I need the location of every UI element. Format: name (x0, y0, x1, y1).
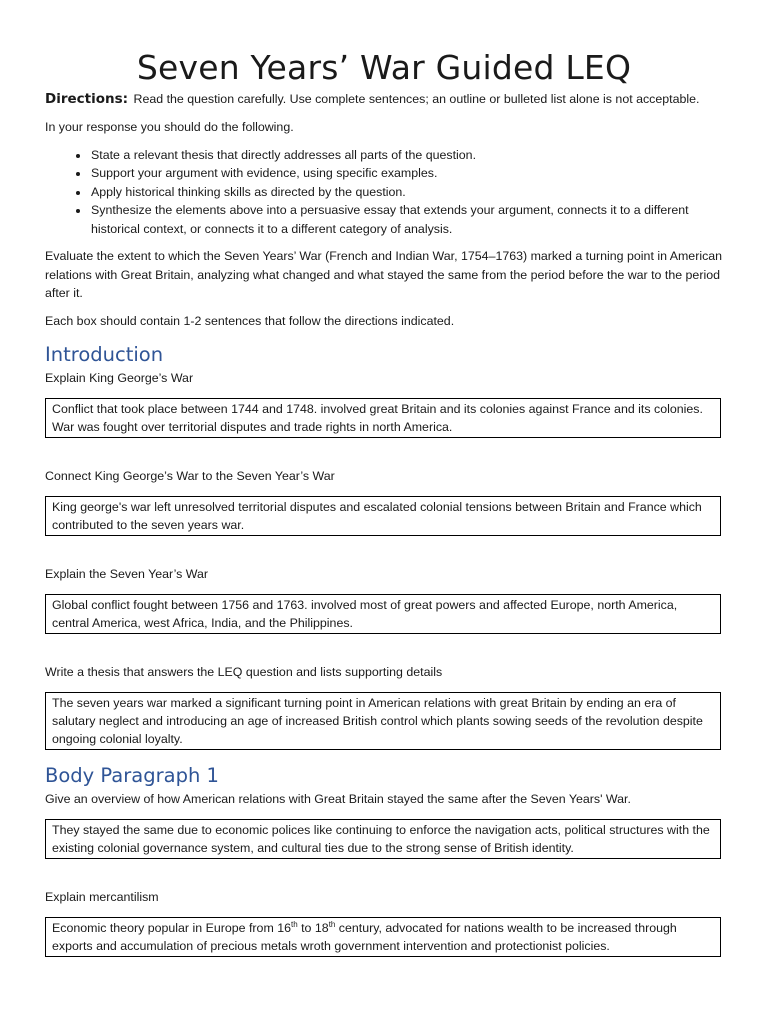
prompt-thesis: Write a thesis that answers the LEQ question and lists supporting details (45, 665, 443, 679)
prompt-connect-wars: Connect King George’s War to the Seven Year’s War (45, 469, 335, 483)
answer-text: Economic theory popular in Europe from 16 (52, 921, 291, 935)
answer-text: to 18 (297, 921, 329, 935)
directions-text: Read the question carefully. Use complete sentences; an outline or bulleted list alone is not acceptable. (133, 92, 700, 106)
answer-text: century, advocated for nations wealth to be increased through exports and accumulation of precious metals wroth government intervention and protectionist policies. (52, 921, 677, 953)
answer-box[interactable]: Global conflict fought between 1756 and 1763. involved most of great powers and affected Europe, north America, central America, west Africa, India, and the Philippines. (45, 594, 721, 634)
directions (45, 90, 723, 108)
answer-box[interactable] (45, 917, 721, 957)
answer-box[interactable]: King george's war left unresolved territorial disputes and escalated colonial tensions between Britain and France which contributed to the seven years war. (45, 496, 721, 536)
list-item: • Apply historical thinking skills as directed by the question. (90, 183, 723, 202)
prompt-stayed-same: Give an overview of how American relations with Great Britain stayed the same after the Seven Years' War. (45, 792, 631, 806)
answer-box[interactable]: The seven years war marked a significant turning point in American relations with great Britain by ending an era of salutary neglect and introducing an age of increased British control which plants sowing seeds of the revolution despite ongoing colonial loyalty. (45, 692, 721, 750)
prompt-king-georges-war: Explain King George’s War (45, 371, 194, 385)
list-item: • State a relevant thesis that directly addresses all parts of the question. (90, 146, 723, 165)
page-title: Seven Years’ War Guided LEQ (136, 48, 632, 87)
answer-box[interactable]: Conflict that took place between 1744 and 1748. involved great Britain and its colonies against France and its colonies. War was fought over territorial disputes and trade rights in north America. (45, 398, 721, 438)
list-item: • Synthesize the elements above into a persuasive essay that extends your argument, connects it to a different historical context, or connects it to a different category of analysis. (90, 201, 723, 238)
directions-label: Directions: (45, 91, 129, 107)
list-item: • Support your argument with evidence, using specific examples. (90, 164, 723, 183)
essay-question: Evaluate the extent to which the Seven Years’ War (French and Indian War, 1754–1763) marked a turning point in American relations with Great Britain, analyzing what changed and what stayed the same from the period before the war to the period after it. (45, 249, 723, 300)
intro-instruction: In your response you should do the following. (45, 120, 294, 134)
section-heading-introduction: Introduction (45, 343, 164, 366)
superscript: th (291, 919, 298, 929)
prompt-mercantilism: Explain mercantilism (45, 890, 159, 904)
prompt-seven-years-war: Explain the Seven Year’s War (45, 567, 209, 581)
requirements-list (45, 146, 723, 239)
section-heading-body-paragraph-1: Body Paragraph 1 (45, 764, 219, 787)
superscript: th (328, 919, 336, 929)
answer-box[interactable]: They stayed the same due to economic polices like continuing to enforce the navigation acts, political structures with the existing colonial governance system, and cultural ties due to the strong sense of British identity. (45, 819, 721, 859)
box-instruction: Each box should contain 1-2 sentences that follow the directions indicated. (45, 313, 455, 328)
